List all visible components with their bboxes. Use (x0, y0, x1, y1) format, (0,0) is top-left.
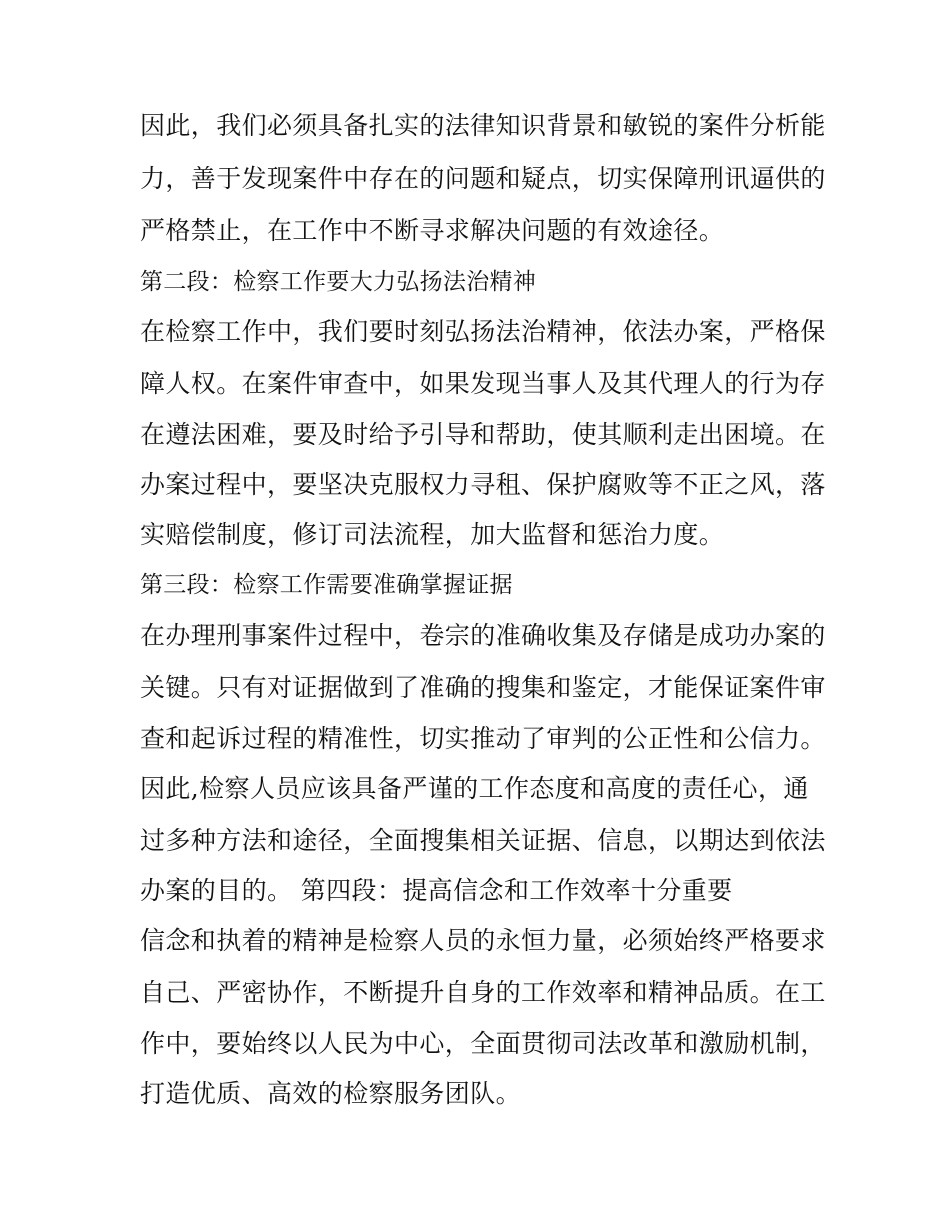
text-line-6: 障人权。在案件审查中，如果发现当事人及其代理人的行为存 (140, 369, 826, 398)
text-line-16-with-heading-4: 办案的目的。 第四段：提高信念和工作效率十分重要 (140, 876, 733, 905)
text-line-18: 自己、严密协作，不断提升自身的工作效率和精神品质。在工 (140, 978, 826, 1007)
text-line-2: 力，善于发现案件中存在的问题和疑点，切实保障刑讯逼供的 (140, 164, 826, 193)
text-line-20: 打造优质、高效的检察服务团队。 (140, 1079, 522, 1108)
section-heading-3: 第三段：检察工作需要准确掌握证据 (140, 572, 513, 598)
text-line-8: 办案过程中，要坚决克服权力寻租、保护腐败等不正之风，落 (140, 470, 826, 499)
text-line-12: 关键。只有对证据做到了准确的搜集和鉴定，才能保证案件审 (140, 673, 826, 702)
text-line-11: 在办理刑事案件过程中，卷宗的准确收集及存储是成功办案的 (140, 621, 826, 650)
section-heading-2: 第二段：检察工作要大力弘扬法治精神 (140, 269, 537, 295)
text-line-13: 查和起诉过程的精准性，切实推动了审判的公正性和公信力。 (140, 724, 826, 753)
text-line-19: 作中，要始终以人民为中心，全面贯彻司法改革和激励机制， (140, 1029, 826, 1058)
text-line-3: 严格禁止，在工作中不断寻求解决问题的有效途径。 (140, 216, 725, 245)
text-line-14: 因此,检察人员应该具备严谨的工作态度和高度的责任心，通 (140, 774, 809, 803)
text-line-15: 过多种方法和途径，全面搜集相关证据、信息，以期达到依法 (140, 826, 826, 855)
text-line-1: 因此，我们必须具备扎实的法律知识背景和敏锐的案件分析能 (140, 111, 826, 140)
text-line-7: 在遵法困难，要及时给予引导和帮助，使其顺利走出困境。在 (140, 420, 826, 449)
text-line-9: 实赔偿制度，修订司法流程，加大监督和惩治力度。 (140, 520, 725, 549)
text-line-17: 信念和执着的精神是检察人员的永恒力量，必须始终严格要求 (140, 926, 826, 955)
text-line-5: 在检察工作中，我们要时刻弘扬法治精神，依法办案，严格保 (140, 317, 826, 346)
